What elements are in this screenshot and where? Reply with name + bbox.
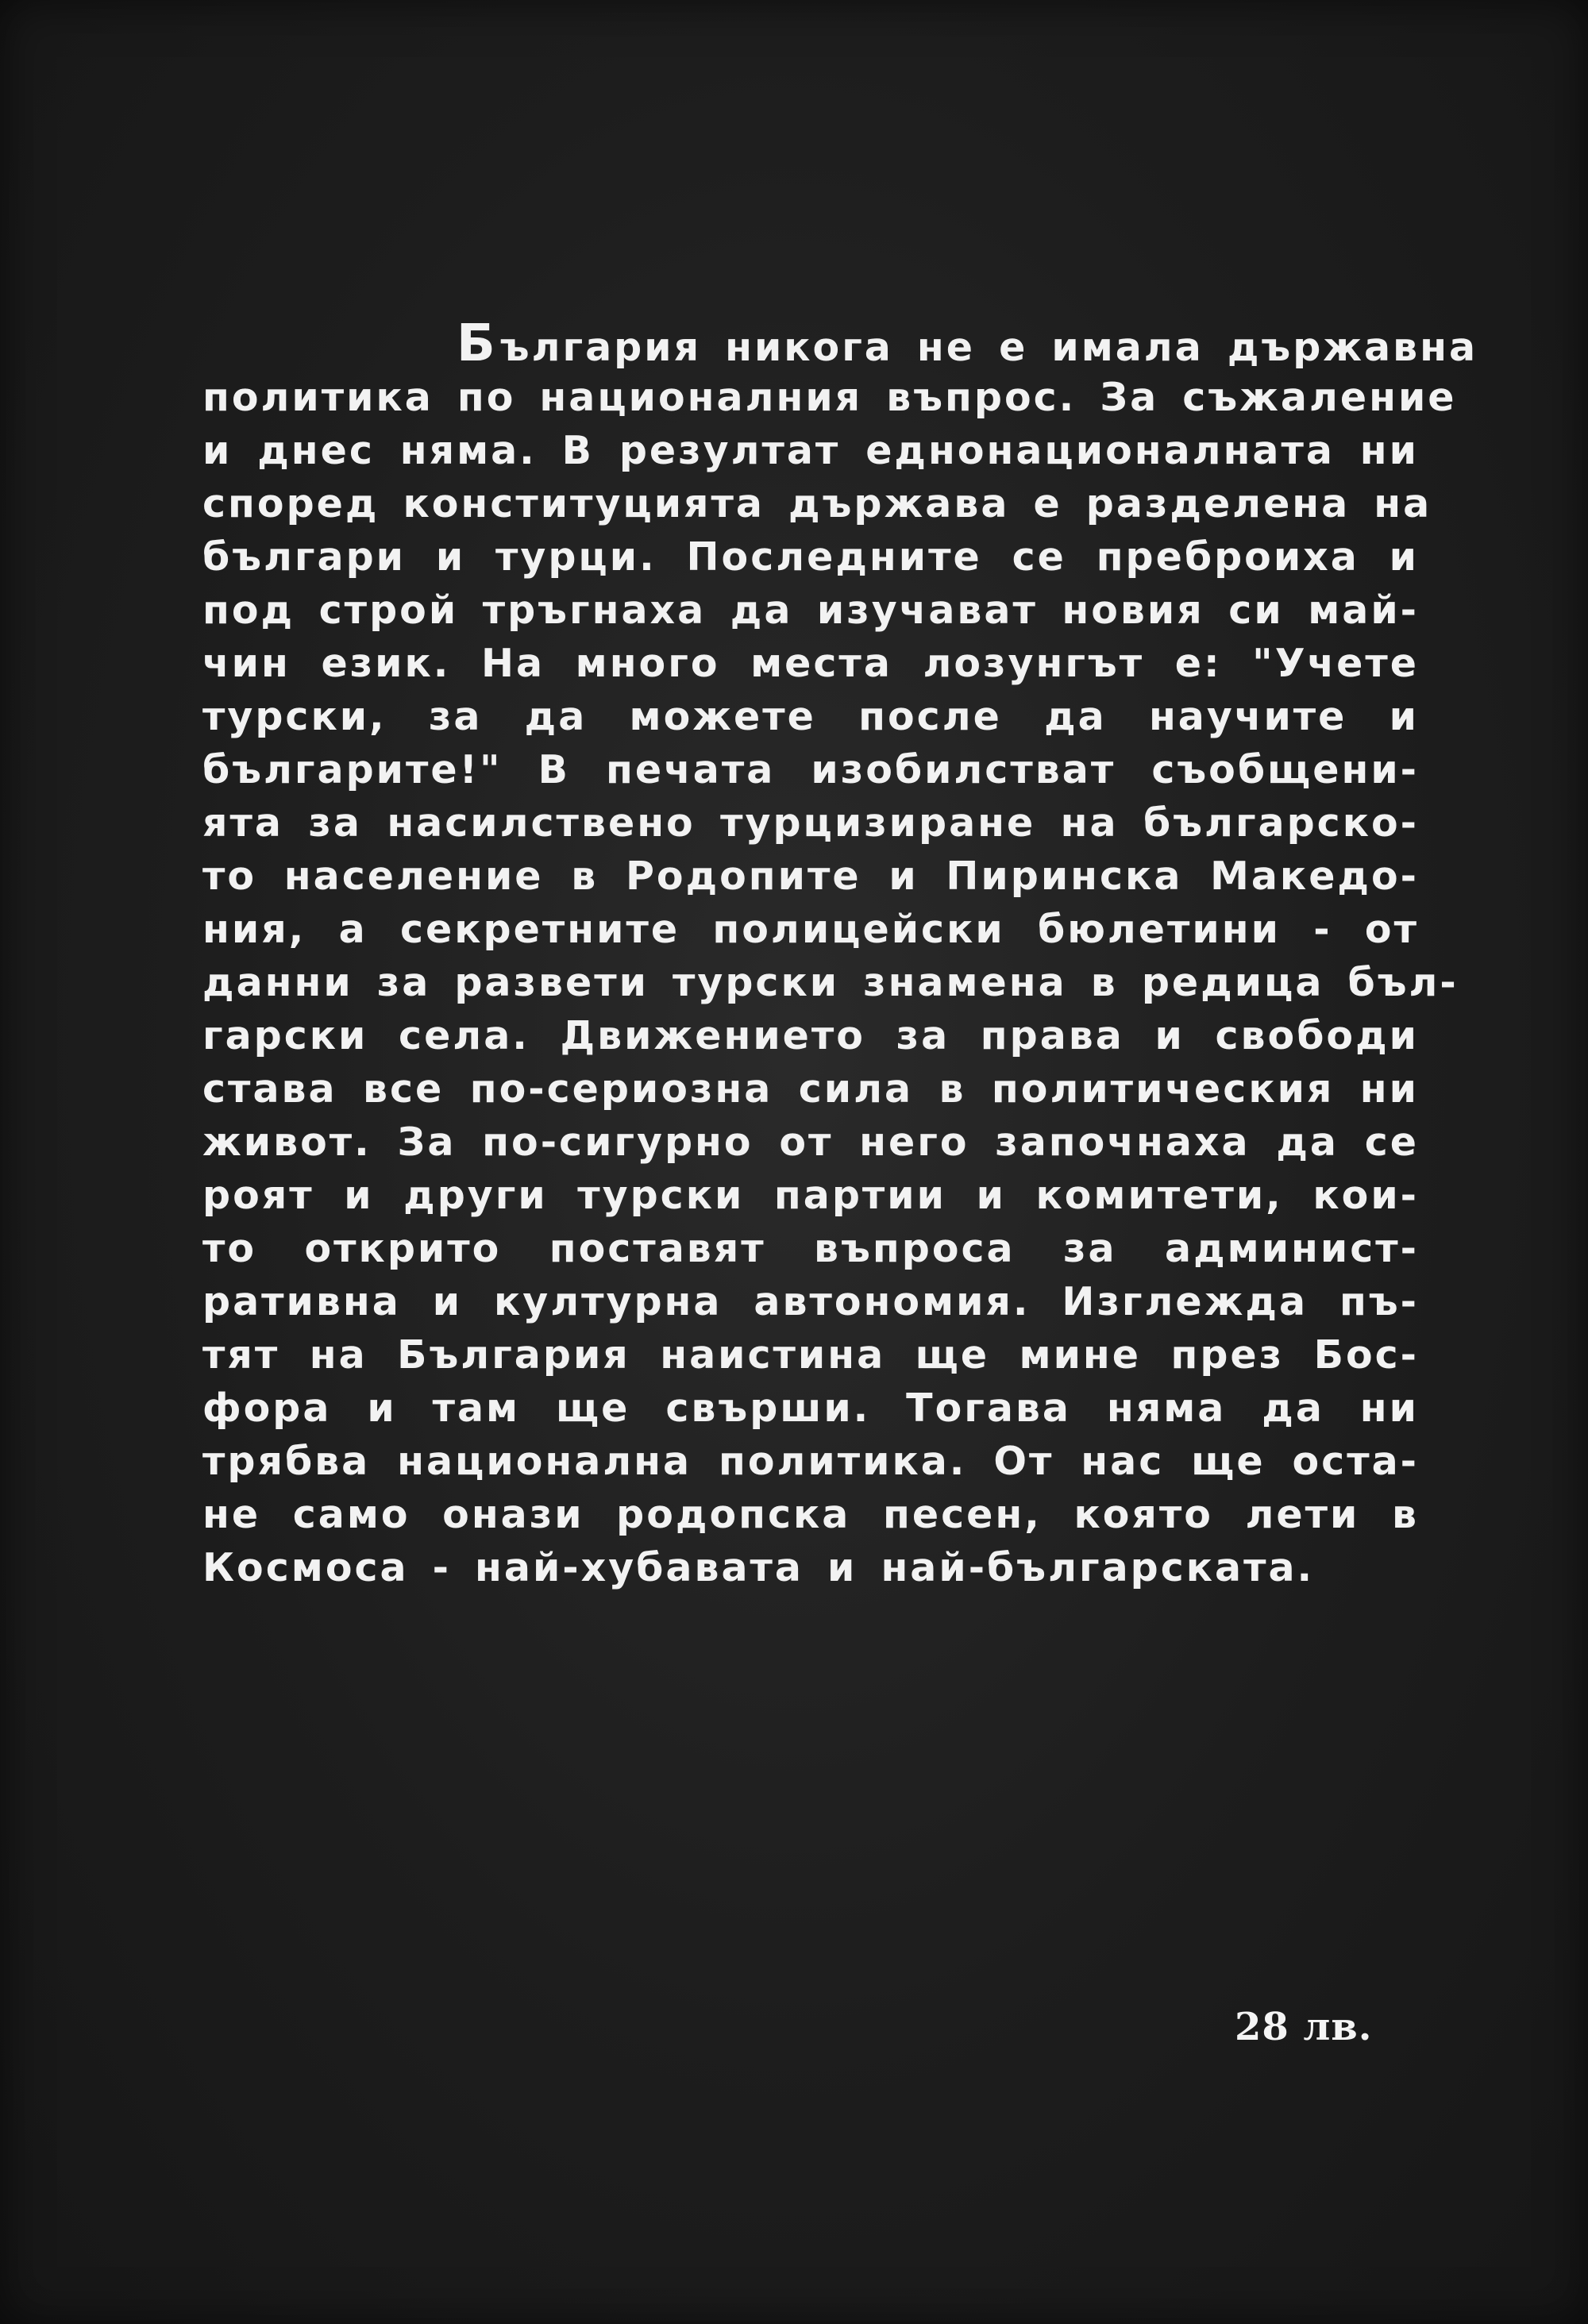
price-label: 28 лв.: [1235, 2005, 1373, 2049]
blurb-line: става все по-сериозна сила в политическия ни: [202, 1066, 1419, 1112]
blurb-text: [202, 314, 1478, 1594]
blurb-line: Космоса - най-хубавата и най-българската.: [202, 1545, 1315, 1590]
blurb-line: живот. За по-сигурно от него започнаха да се: [202, 1120, 1419, 1165]
blurb-line: чин език. На много места лозунгът е: "Учете: [202, 641, 1419, 686]
drop-cap-initial: Б: [457, 314, 500, 373]
blurb-line: ята за насилствено турцизиране на българско-: [202, 800, 1419, 846]
blurb-line: данни за развети турски знамена в редица бъл-: [202, 960, 1459, 1005]
blurb-line: трябва национална политика. От нас ще оста-: [202, 1439, 1419, 1484]
blurb-line: ния, а секретните полицейски бюлетини - от: [202, 907, 1419, 952]
blurb-line: роят и други турски партии и комитети, кои-: [202, 1173, 1419, 1218]
blurb-line-text: ългария никога не е имала държавна: [499, 325, 1478, 370]
blurb-line: гарски села. Движението за права и свободи: [202, 1013, 1419, 1058]
blurb-line: [202, 314, 1478, 373]
blurb-line: българите!" В печата изобилстват съобщени-: [202, 747, 1419, 792]
blurb-line: според конституцията държава е разделена на: [202, 481, 1432, 526]
blurb-line: то открито поставят въпроса за админист-: [202, 1226, 1419, 1271]
blurb-line: политика по националния въпрос. За съжаление: [202, 375, 1457, 420]
blurb-line: ративна и културна автономия. Изглежда пъ-: [202, 1279, 1419, 1324]
blurb-line: под строй тръгнаха да изучават новия си май-: [202, 588, 1419, 633]
blurb-line: и днес няма. В резултат еднонационалната ни: [202, 428, 1419, 473]
blurb-line: българи и турци. Последните се преброиха и: [202, 534, 1419, 580]
blurb-line: турски, за да можете после да научите и: [202, 694, 1419, 739]
blurb-line: то население в Родопите и Пиринска Македо-: [202, 854, 1419, 899]
blurb-line: фора и там ще свърши. Тогава няма да ни: [202, 1386, 1419, 1431]
blurb-line: не само онази родопска песен, която лети в: [202, 1492, 1419, 1537]
blurb-line: тят на България наистина ще мине през Бос-: [202, 1332, 1419, 1378]
